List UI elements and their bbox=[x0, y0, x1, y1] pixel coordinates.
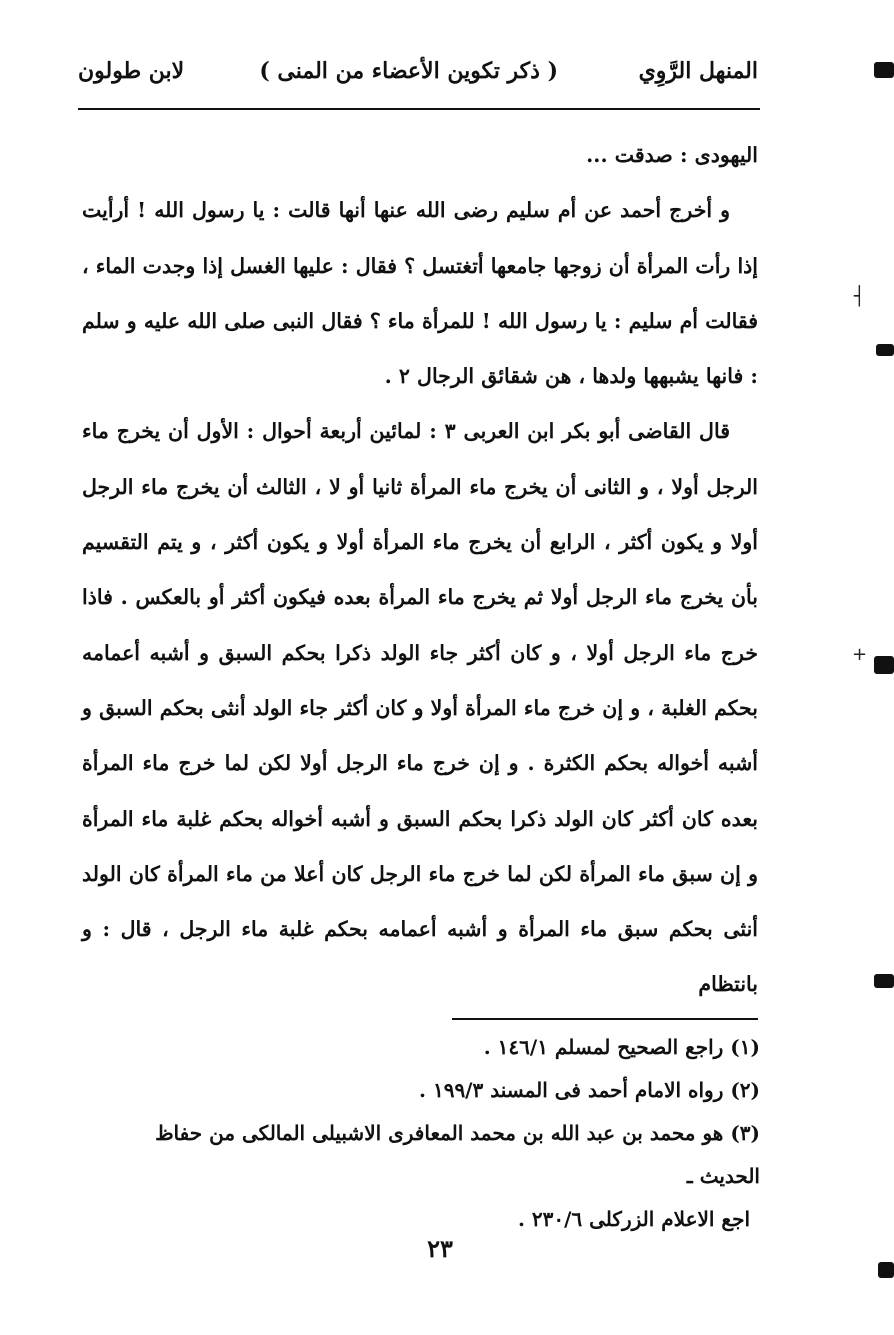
header-author: لابن طولون bbox=[78, 58, 185, 84]
margin-tick-mark: ┤ bbox=[854, 286, 865, 307]
scan-edge-mark bbox=[878, 1262, 894, 1278]
margin-plus-mark: + bbox=[852, 644, 868, 665]
main-text bbox=[82, 128, 758, 1013]
footnote-2: (٢) رواه الامام أحمد فى المسند ١٩٩/٣ . bbox=[419, 1078, 760, 1102]
scan-edge-mark bbox=[874, 62, 894, 78]
text-line-continuation: اليهودى : صدقت ... bbox=[586, 143, 758, 167]
header-rule bbox=[78, 108, 760, 110]
scan-edge-mark bbox=[874, 974, 894, 988]
running-header bbox=[78, 52, 758, 96]
footnote-3-continuation: اجع الاعلام الزركلى ٢٣٠/٦ . bbox=[517, 1207, 750, 1231]
paragraph-ibn-arabi: قال القاضى أبو بكر ابن العربى ٣ : لمائين أربعة أحوال : الأول أن يخرج ماء الرجل أولا ، و الثانى أن يخرج ماء المرأة ثانيا أو لا ، الثالث أن يخرج ماء الرجل أولا و يكون أكثر ، الرابع أن يخرج ماء المرأة أولا و يكون أكثر ، و يتم التقسيم بأن يخرج ماء الرجل أولا ثم يخرج ماء المرأة بعده فيكون أكثر أو بالعكس . فاذا خرج ماء الرجل أولا ، و كان أكثر جاء الولد ذكرا بحكم السبق و أشبه أعمامه بحكم الغلبة ، و إن خرج ماء المرأة أولا و كان أكثر جاء الولد أنثى بحكم السبق و أشبه أخواله بحكم الكثرة . و إن خرج ماء الرجل أولا لكن لما خرج ماء المرأة بعده كان أكثر كان الولد ذكرا بحكم السبق و أشبه أخواله بحكم غلبة ماء المرأة و إن سبق ماء المرأة لكن لما خرج ماء الرجل كان أعلا من ماء المرأة كان الولد أنثى بحكم سبق ماء المرأة و أشبه أعمامه بحكم غلبة ماء الرجل ، قال : و بانتظام bbox=[82, 419, 758, 997]
page-number: ٢٣ bbox=[427, 1234, 453, 1263]
footnote-3: (٣) هو محمد بن عبد الله بن محمد المعافرى الاشبيلى المالكى من حفاظ الحديث ـ bbox=[155, 1121, 760, 1188]
footnotes bbox=[150, 1026, 760, 1241]
scan-edge-mark bbox=[874, 656, 894, 674]
header-book-title: المنهل الرَّوِي bbox=[638, 58, 758, 84]
header-chapter-title: ( ذكر تكوين الأعضاء من المنى ) bbox=[259, 58, 558, 84]
paragraph-hadith: و أخرج أحمد عن أم سليم رضى الله عنها أنها قالت : يا رسول الله ! أرأيت إذا رأت المرأة أن زوجها جامعها أتغتسل ؟ فقال : عليها الغسل إذا وجدت الماء ، فقالت أم سليم : يا رسول الله ! للمرأة ماء ؟ فقال النبى صلى الله عليه و سلم : فانها يشبهها ولدها ، هن شقائق الرجال ٢ . bbox=[82, 198, 758, 389]
footnote-rule bbox=[452, 1018, 758, 1020]
footnote-1: (١) راجع الصحيح لمسلم ١٤٦/١ . bbox=[483, 1035, 760, 1059]
scan-edge-mark bbox=[876, 344, 894, 356]
